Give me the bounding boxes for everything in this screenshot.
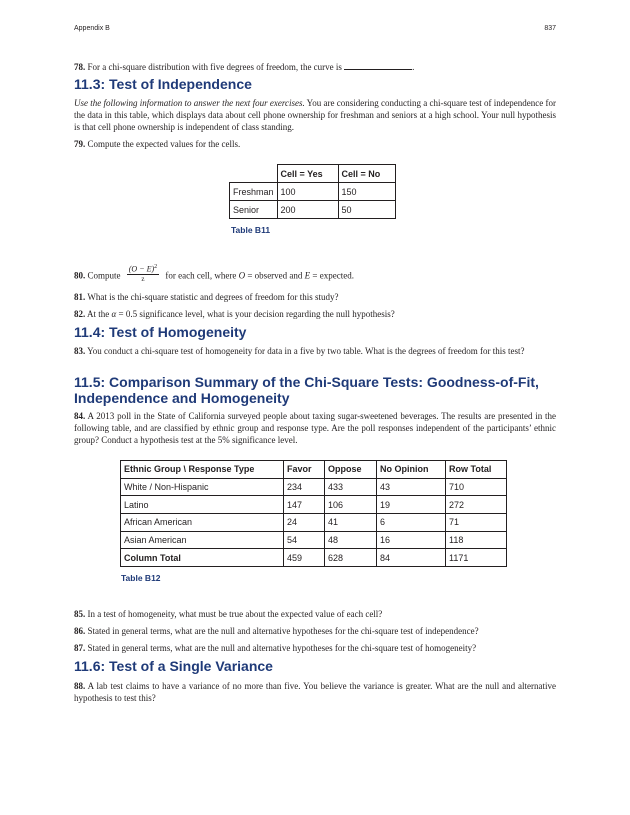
table-cell: 150 xyxy=(338,183,395,201)
exercise-79: 79. Compute the expected values for the cells. xyxy=(74,139,241,149)
intro-italic: Use the following information to answer the next four exercises. xyxy=(74,98,305,108)
table-header-cell: Favor xyxy=(284,461,325,479)
table-cell: 41 xyxy=(325,514,377,532)
table-cell: 628 xyxy=(325,549,377,567)
exercise-84: 84. A 2013 poll in the State of California surveyed people about taxing sugar-sweetened beverages. The results are presented in the following table, and are classified by ethnic group and response type. Are the poll responses independent of the participants’ ethnic group? Conduct a hypothesis test at the 5% significance level. xyxy=(74,411,556,446)
table-cell: 43 xyxy=(377,478,446,496)
table-cell: 1171 xyxy=(446,549,507,567)
table-row xyxy=(121,531,507,549)
table-cell: 50 xyxy=(338,201,395,219)
table-cell: 147 xyxy=(284,496,325,514)
table-header-cell: Ethnic Group \ Response Type xyxy=(121,461,284,479)
table-row xyxy=(230,201,396,219)
table-total-row xyxy=(121,549,507,567)
page-number: 837 xyxy=(544,25,556,32)
exercise-88: 88. A lab test claims to have a variance of no more than five. You believe the variance is greater. What are the null and alternative hypothesis to test this? xyxy=(74,681,556,704)
table-cell: 200 xyxy=(277,201,338,219)
table-header-cell: No Opinion xyxy=(377,461,446,479)
table-cell: 118 xyxy=(446,531,507,549)
table-cell: 100 xyxy=(277,183,338,201)
exercise-86: 86. Stated in general terms, what are the null and alternative hypotheses for the chi-square test of independence? xyxy=(74,626,479,636)
table-cell: African American xyxy=(121,514,284,532)
table-cell: Column Total xyxy=(121,549,284,567)
table-cell: 6 xyxy=(377,514,446,532)
table-cell: 106 xyxy=(325,496,377,514)
table-b12-caption: Table B12 xyxy=(121,573,161,583)
exercise-78: 78. For a chi-square distribution with five degrees of freedom, the curve is . xyxy=(74,62,415,72)
table-header-cell: Cell = No xyxy=(338,165,395,183)
exercise-87: 87. Stated in general terms, what are the null and alternative hypotheses for the chi-square test of homogeneity? xyxy=(74,643,477,653)
table-cell: 24 xyxy=(284,514,325,532)
section-heading-11-3: 11.3: Test of Independence xyxy=(74,76,252,92)
table-cell: Asian American xyxy=(121,531,284,549)
table-row xyxy=(121,496,507,514)
table-cell: 234 xyxy=(284,478,325,496)
table-cell: Freshman xyxy=(230,183,278,201)
intro-paragraph xyxy=(74,97,556,134)
table-row xyxy=(121,478,507,496)
exercise-83: 83. You conduct a chi-square test of homogeneity for data in a five by two table. What is the degrees of freedom for this test? xyxy=(74,346,525,356)
table-header-row xyxy=(230,165,396,183)
table-cell: 71 xyxy=(446,514,507,532)
table-cell: 19 xyxy=(377,496,446,514)
table-b11 xyxy=(229,164,396,219)
table-cell: 433 xyxy=(325,478,377,496)
table-row xyxy=(230,183,396,201)
exercise-text: For a chi-square distribution with five degrees of freedom, the curve is xyxy=(87,62,342,72)
exercise-81: 81. What is the chi-square statistic and degrees of freedom for this study? xyxy=(74,292,339,302)
table-row xyxy=(121,514,507,532)
table-b11-caption: Table B11 xyxy=(231,225,271,235)
table-header-cell xyxy=(230,165,278,183)
table-cell: Latino xyxy=(121,496,284,514)
table-cell: White / Non-Hispanic xyxy=(121,478,284,496)
table-header-cell: Row Total xyxy=(446,461,507,479)
table-header-cell: Cell = Yes xyxy=(277,165,338,183)
section-heading-11-5: 11.5: Comparison Summary of the Chi-Square Tests: Goodness-of-Fit, Independence and Homogeneity xyxy=(74,374,539,406)
exercise-85: 85. In a test of homogeneity, what must be true about the expected value of each cell? xyxy=(74,609,383,619)
chi-square-fraction: $\frac{(O - E)^2}{z}$ xyxy=(128,264,158,283)
exercise-number: 78. xyxy=(74,62,86,72)
table-cell: 16 xyxy=(377,531,446,549)
table-cell: 84 xyxy=(377,549,446,567)
table-cell: 710 xyxy=(446,478,507,496)
table-cell: 459 xyxy=(284,549,325,567)
exercise-80: 80. Compute $\frac{(O - E)^2}{z}$ for each cell, where O = observed and E = expected. xyxy=(74,264,354,283)
table-cell: 54 xyxy=(284,531,325,549)
table-cell: 48 xyxy=(325,531,377,549)
answer-blank xyxy=(344,60,412,70)
section-heading-11-4: 11.4: Test of Homogeneity xyxy=(74,324,247,340)
table-header-row xyxy=(121,461,507,479)
table-cell: 272 xyxy=(446,496,507,514)
table-cell: Senior xyxy=(230,201,278,219)
running-header-left: Appendix B xyxy=(74,25,110,32)
section-heading-11-6: 11.6: Test of a Single Variance xyxy=(74,658,273,674)
table-b12 xyxy=(120,460,507,567)
table-header-cell: Oppose xyxy=(325,461,377,479)
exercise-82: 82. At the α = 0.5 significance level, what is your decision regarding the null hypothesis? xyxy=(74,309,395,319)
intro-text: You are considering conducting a chi-square test of independence for the data in this table, which displays data about cell phone ownership for freshman and seniors at a high school. Your null hypothesis is that cell phone ownership is independent of class standing. xyxy=(74,98,557,133)
